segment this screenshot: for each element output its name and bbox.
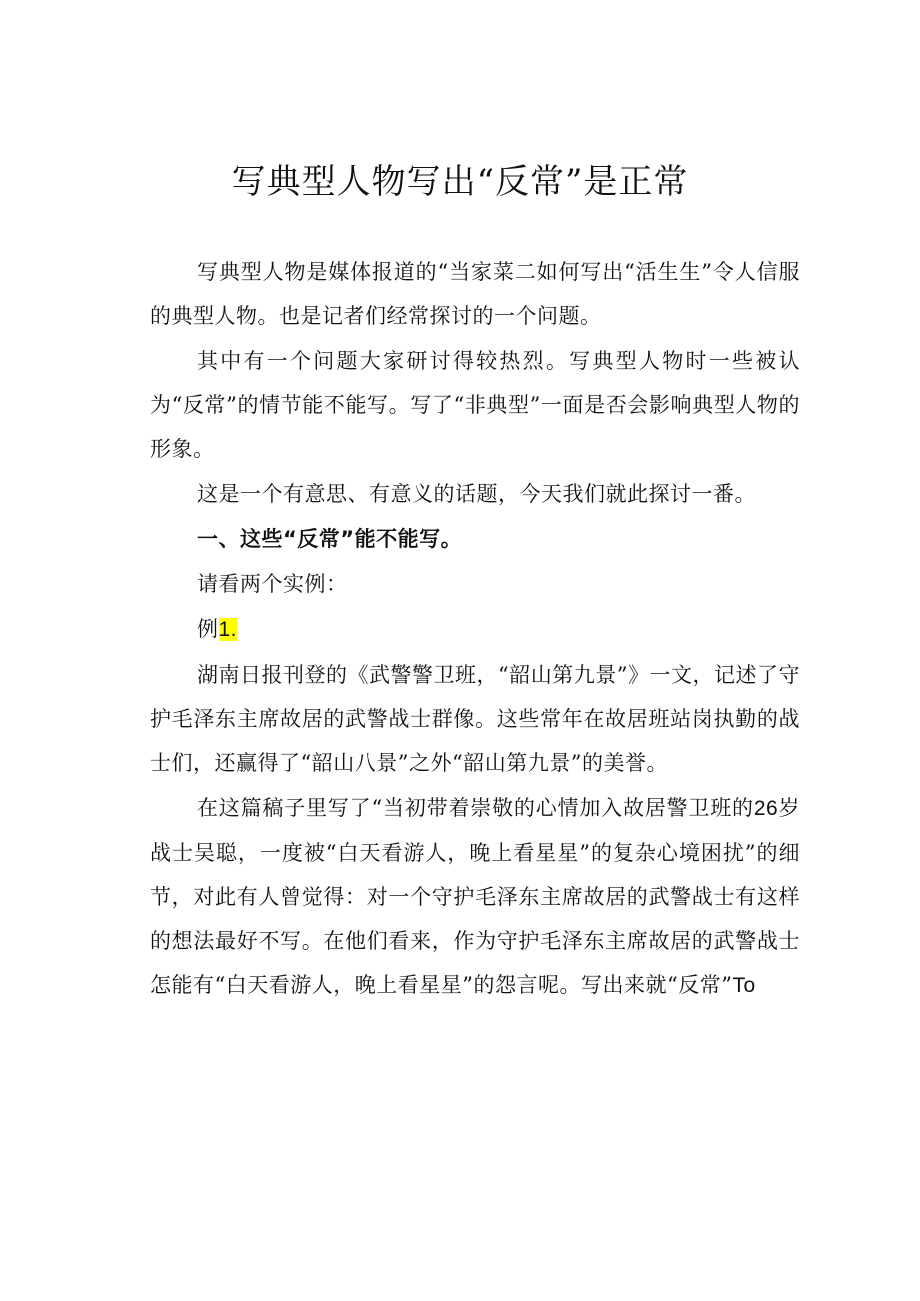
detail-tail: To bbox=[732, 974, 756, 997]
paragraph-topic: 这是一个有意思、有意义的话题，今天我们就此探讨一番。 bbox=[197, 482, 756, 506]
document-body bbox=[150, 250, 800, 1009]
paragraph-example-article: 湖南日报刊登的《武警警卫班，“韶山第九景”》一文，记述了守护毛泽东主席故居的武警战士群像。这些常年在故居班站岗执勤的战士们，还赢得了“韶山八景”之外“韶山第九景”的美誉。 bbox=[150, 663, 800, 775]
example-prefix: 例 bbox=[197, 617, 219, 641]
detail-intro: 在这篇稿子里写了“当初带着崇敬的心情加入故居警卫班的 bbox=[197, 796, 754, 820]
paragraph-example-detail bbox=[150, 786, 800, 1008]
detail-text: 岁战士吴聪，一度被“白天看游人，晚上看星星”的复杂心境困扰”的细节，对此有人曾觉得：对一个守护毛泽东主席故居的武警战士有这样的想法最好不写。在他们看来，作为守护毛泽东主席故居的武警战士怎能有“白天看游人，晚上看星星”的怨言呢。写出来就“反常” bbox=[150, 796, 801, 997]
document-title: 写典型人物写出“反常”是正常 bbox=[231, 162, 689, 202]
example-number-highlight: 1. bbox=[218, 618, 238, 641]
paragraph-question: 其中有一个问题大家研讨得较热烈。写典型人物时一些被认为“反常”的情节能不能写。写了“非典型”一面是否会影响典型人物的形象。 bbox=[150, 349, 800, 461]
section-heading: 一、这些“反常”能不能写。 bbox=[197, 527, 463, 551]
detail-age-number: 26 bbox=[753, 797, 779, 820]
paragraph-examples-intro: 请看两个实例： bbox=[197, 572, 348, 596]
example-label bbox=[150, 607, 800, 652]
paragraph-intro: 写典型人物是媒体报道的“当家菜二如何写出“活生生”令人信服的典型人物。也是记者们经常探讨的一个问题。 bbox=[150, 260, 800, 328]
